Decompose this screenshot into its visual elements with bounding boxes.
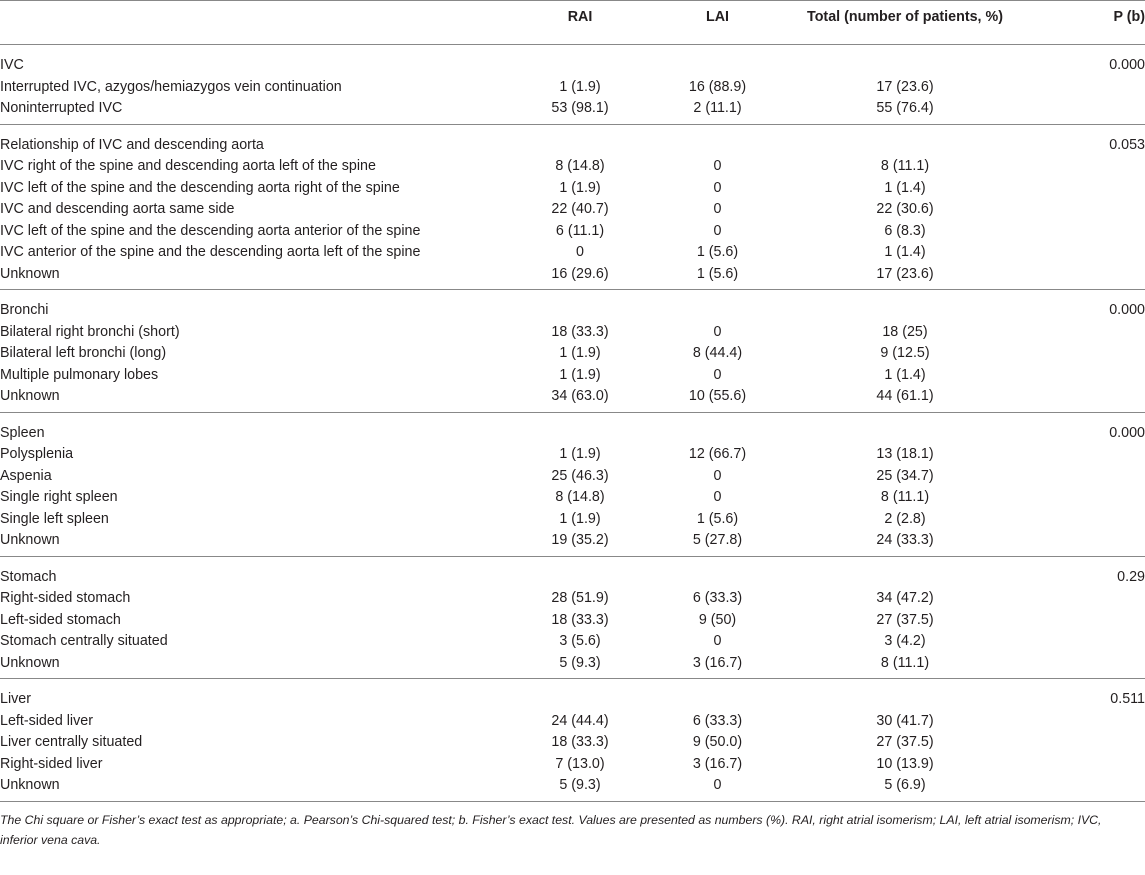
table-row [0,631,1145,653]
cell-rai: 6 (11.1) [555,222,605,239]
table-row [0,732,1145,754]
row-label: Bilateral right bronchi (short) [0,323,180,340]
cell-rai: 5 (9.3) [559,777,601,793]
cell-lai: 0 [713,489,722,505]
table-row [0,487,1145,509]
table-row [0,343,1145,365]
cell-lai: 9 (50) [698,611,737,628]
cell-rai: 28 (51.9) [551,590,609,606]
cell-rai: 1 (1.9) [559,510,601,527]
row-label: Right-sided liver [0,755,103,772]
table-row [0,466,1145,488]
row-label: Single left spleen [0,510,109,527]
cell-total: 27 (37.5) [876,611,934,628]
cell-total: 24 (33.3) [876,532,934,548]
cell-total: 9 (12.5) [880,345,930,361]
cell-total: 55 (76.4) [876,100,934,116]
row-label: Noninterrupted IVC [0,100,123,116]
cell-lai: 12 (66.7) [688,446,747,462]
row-label: Left-sided liver [0,712,93,729]
section-title: IVC [0,57,24,73]
row-label: Aspenia [0,467,52,484]
table-row [0,754,1145,776]
cell-total: 1 (1.4) [884,366,926,383]
table-row [0,509,1145,531]
cell-lai: 0 [713,777,722,793]
cell-lai: 16 (88.9) [688,78,747,95]
cell-rai: 8 (14.8) [555,158,605,174]
cell-total: 30 (41.7) [876,712,934,729]
cell-total: 10 (13.9) [876,755,934,772]
header-total: Total (number of patients, %) [807,9,1003,25]
row-label: Bilateral left bronchi (long) [0,345,167,361]
header-p: P (b) [1113,9,1145,25]
header-lai: LAI [705,9,730,25]
table-row [0,242,1145,264]
section-title: Liver [0,691,31,707]
row-label: Unknown [0,654,60,671]
table-row [0,98,1145,124]
cell-total: 8 (11.1) [880,654,930,671]
table-row [0,588,1145,610]
cell-lai: 0 [713,633,722,649]
cell-total: 44 (61.1) [876,388,934,404]
section-spleen [0,412,1145,556]
cell-rai: 53 (98.1) [551,100,609,116]
cell-rai: 1 (1.9) [559,366,601,383]
table-header [0,1,1145,45]
cell-rai: 18 (33.3) [551,734,609,750]
cell-rai: 25 (46.3) [551,467,609,484]
cell-rai: 16 (29.6) [551,265,609,282]
cell-total: 34 (47.2) [876,590,934,606]
cell-rai: 3 (5.6) [559,633,601,649]
row-label: IVC right of the spine and descending aorta left of the spine [0,158,376,174]
table-row [0,530,1145,556]
section-title-row [0,45,1145,77]
cell-rai: 1 (1.9) [559,78,601,95]
row-label: Left-sided stomach [0,611,121,628]
table-row [0,775,1145,801]
section-bronchi [0,290,1145,413]
cell-rai: 24 (44.4) [551,712,609,729]
row-label: Unknown [0,532,60,548]
row-label: Unknown [0,265,60,282]
cell-total: 6 (8.3) [884,222,926,239]
section-title-row [0,412,1145,444]
cell-total: 1 (1.4) [884,179,926,196]
p-value: 0.29 [1117,568,1145,585]
cell-total: 1 (1.4) [884,244,926,260]
cell-lai: 6 (33.3) [692,712,743,729]
section-stomach [0,556,1145,679]
row-label: Interrupted IVC, azygos/hemiazygos vein continuation [0,78,342,95]
cell-lai: 6 (33.3) [692,590,743,606]
cell-rai: 0 [576,244,584,260]
cell-rai: 7 (13.0) [555,755,605,772]
cell-total: 13 (18.1) [876,446,934,462]
row-label: Liver centrally situated [0,734,143,750]
row-label: IVC anterior of the spine and the descending aorta left of the spine [0,244,421,260]
table-row [0,264,1145,290]
section-title: Stomach [0,568,57,585]
table-row [0,156,1145,178]
table-row [0,386,1145,412]
row-label: Right-sided stomach [0,590,131,606]
cell-total: 8 (11.1) [880,489,930,505]
cell-rai: 8 (14.8) [555,489,605,505]
section-title-row [0,556,1145,588]
cell-lai: 5 (27.8) [692,532,743,548]
table-row [0,322,1145,344]
cell-rai: 34 (63.0) [551,388,609,404]
section-title: Spleen [0,424,45,441]
section-ivc-aorta-relationship [0,124,1145,290]
row-label: Stomach centrally situated [0,633,168,649]
cell-rai: 19 (35.2) [551,532,609,548]
p-value: 0.511 [1110,691,1145,707]
table-row [0,77,1145,99]
p-value: 0.000 [1109,57,1145,73]
table-row [0,221,1145,243]
cell-total: 18 (25) [882,323,928,340]
cell-lai: 1 (5.6) [696,265,739,282]
section-liver [0,679,1145,802]
cell-total: 2 (2.8) [884,510,926,527]
header-rai: RAI [567,9,593,25]
section-title: Bronchi [0,302,49,318]
section-title-row [0,290,1145,322]
cell-lai: 0 [713,158,722,174]
row-label: Multiple pulmonary lobes [0,366,159,383]
table-row [0,444,1145,466]
section-title-row [0,124,1145,156]
cell-lai: 3 (16.7) [692,755,743,772]
cell-total: 22 (30.6) [876,201,934,217]
row-label: Polysplenia [0,446,74,462]
cell-lai: 0 [713,179,722,196]
cell-total: 27 (37.5) [876,734,934,750]
table-row [0,199,1145,221]
cell-lai: 0 [713,323,722,340]
cell-lai: 10 (55.6) [688,388,747,404]
row-label: IVC left of the spine and the descending aorta anterior of the spine [0,222,421,239]
cell-lai: 2 (11.1) [693,100,742,116]
cell-rai: 18 (33.3) [551,323,609,340]
table-row [0,365,1145,387]
cell-total: 17 (23.6) [876,265,934,282]
cell-lai: 1 (5.6) [696,244,739,260]
cell-total: 8 (11.1) [880,158,930,174]
table-row [0,178,1145,200]
p-value: 0.053 [1109,136,1145,153]
table-row [0,653,1145,679]
cell-total: 5 (6.9) [884,777,926,793]
cell-lai: 8 (44.4) [692,345,743,361]
cell-rai: 5 (9.3) [559,654,601,671]
section-ivc [0,45,1145,125]
row-label: Single right spleen [0,489,118,505]
section-title-row [0,679,1145,711]
row-label: IVC and descending aorta same side [0,201,235,217]
cell-total: 25 (34.7) [876,467,934,484]
cell-lai: 3 (16.7) [692,654,743,671]
row-label: Unknown [0,388,60,404]
header-label [0,1,505,45]
cell-total: 3 (4.2) [884,633,926,649]
cell-rai: 18 (33.3) [551,611,609,628]
row-label: Unknown [0,777,60,793]
table-row [0,711,1145,733]
p-value: 0.000 [1109,424,1145,441]
cell-lai: 9 (50.0) [692,734,743,750]
table-row [0,610,1145,632]
cell-rai: 1 (1.9) [559,179,601,196]
cell-lai: 0 [713,467,722,484]
table-footnote: The Chi square or Fisher’s exact test as appropriate; a. Pearson’s Chi-squared test; b. Fisher’s exact test. Values are presented as numbers (%). RAI, right atrial isomerism; LAI, left atrial isomerism; IVC, inferior vena cava. [0,813,1102,847]
cell-total: 17 (23.6) [876,78,934,95]
row-label: IVC left of the spine and the descending aorta right of the spine [0,179,400,196]
p-value: 0.000 [1109,302,1145,318]
header-row [0,1,1145,45]
cell-lai: 1 (5.6) [696,510,739,527]
cell-rai: 1 (1.9) [559,446,601,462]
cell-lai: 0 [713,366,722,383]
section-title: Relationship of IVC and descending aorta [0,136,264,153]
cell-lai: 0 [713,222,722,239]
cell-rai: 22 (40.7) [551,201,609,217]
cell-lai: 0 [713,201,722,217]
cell-rai: 1 (1.9) [559,345,601,361]
